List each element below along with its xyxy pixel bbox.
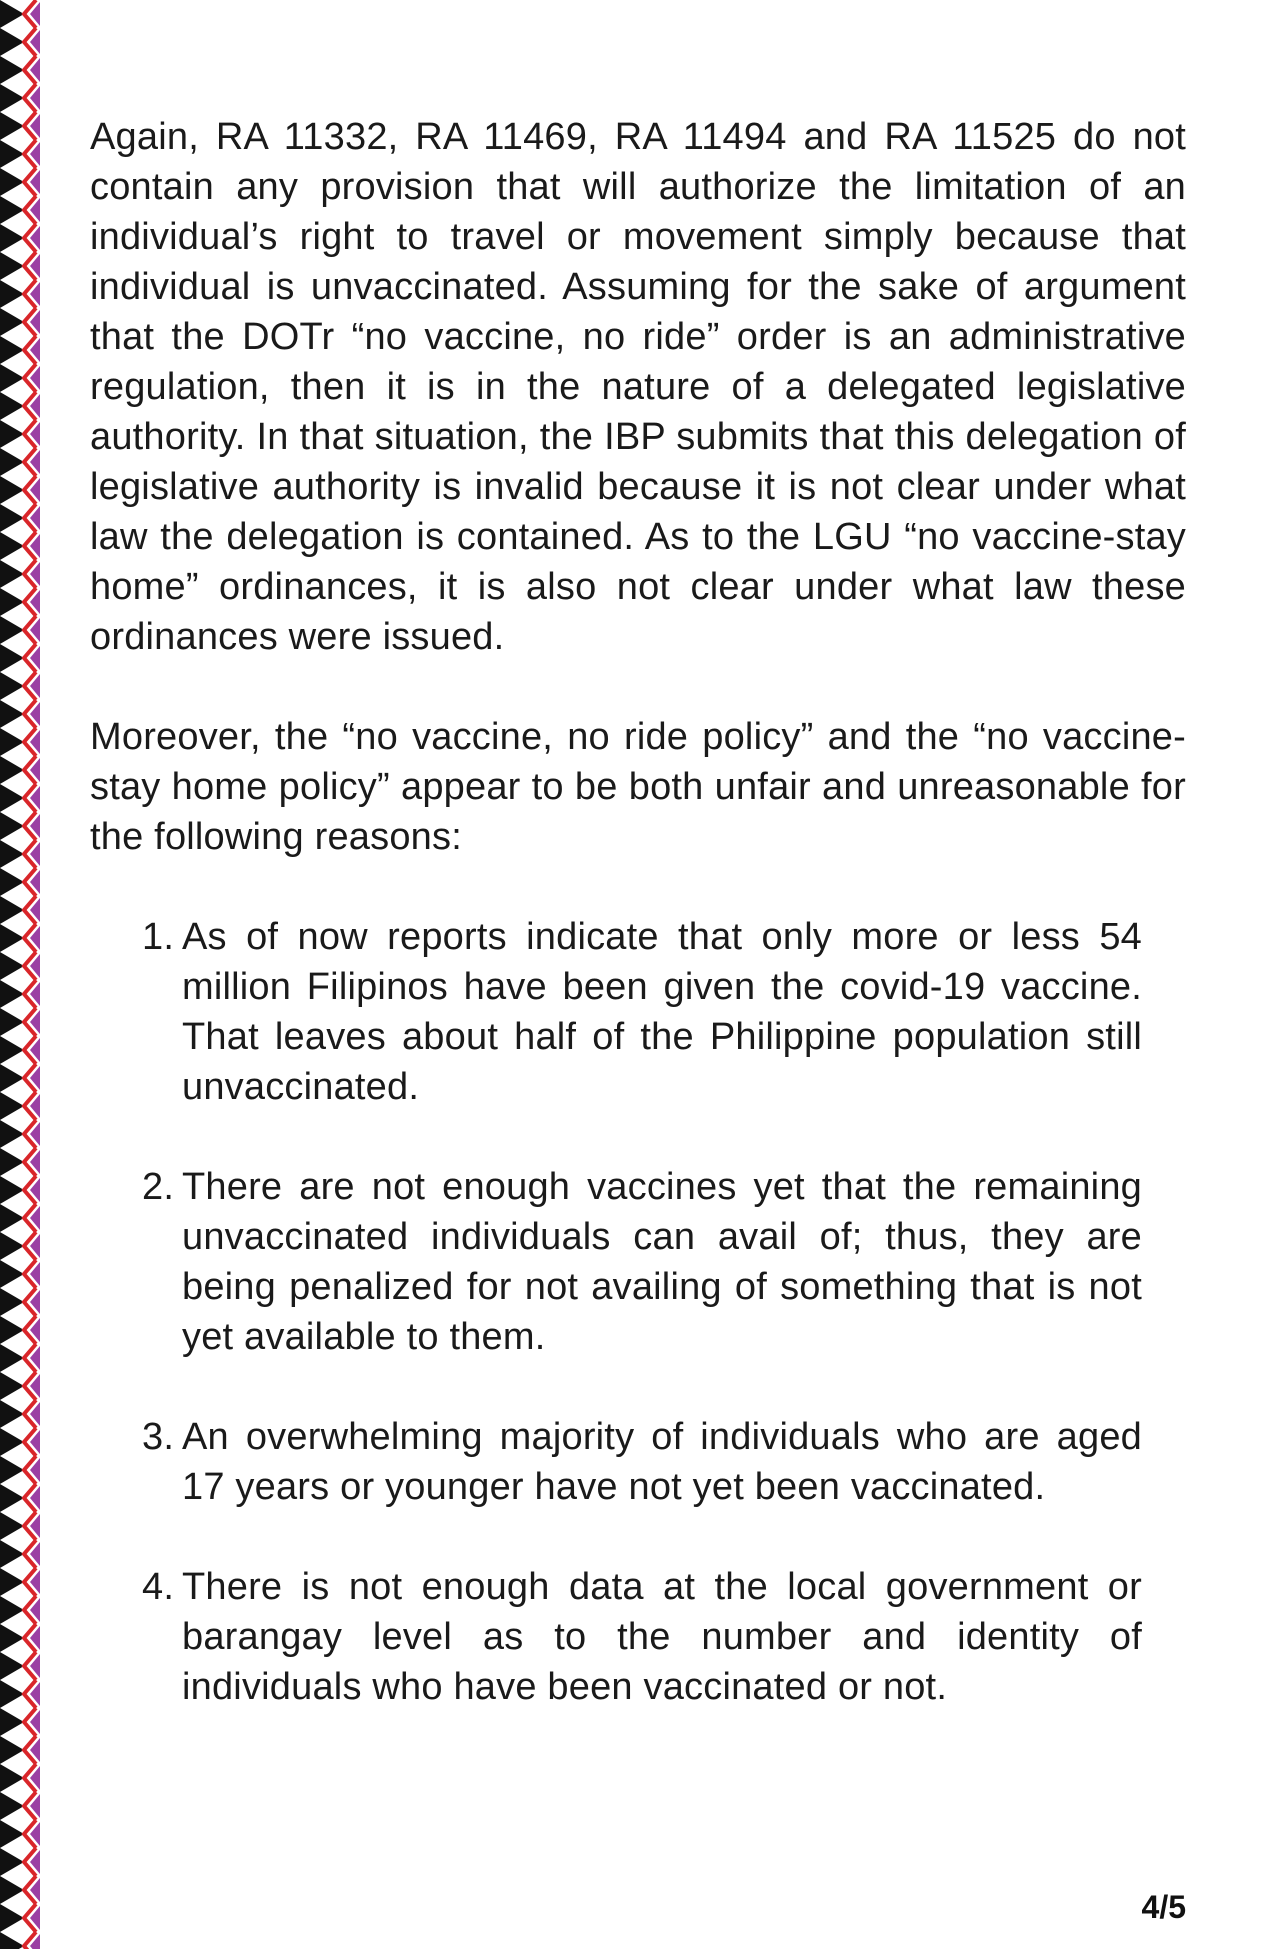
border-chevron-black [0,896,24,924]
border-chevron-black [0,1232,24,1260]
border-chevron-black [0,1204,24,1232]
border-chevron-black [0,672,24,700]
border-chevron-black [0,812,24,840]
border-chevron-black [0,1064,24,1092]
list-item [142,912,1142,1112]
border-chevron-black [0,1008,24,1036]
border-chevron-black [0,1624,24,1652]
list-item [142,1412,1142,1512]
border-chevron-black [0,1148,24,1176]
border-chevron-black [0,644,24,672]
border-chevron-black [0,980,24,1008]
border-chevron-black [0,112,24,140]
border-chevron-black [0,1680,24,1708]
border-chevron-black [0,140,24,168]
border-chevron-black [0,1568,24,1596]
border-chevron-black [0,1036,24,1064]
list-item-text: An overwhelming majority of individuals who are aged 17 years or younger have not yet been vaccinated. [182,1416,1142,1508]
border-chevron-black [0,1652,24,1680]
paragraph-legal-basis: Again, RA 11332, RA 11469, RA 11494 and RA 11525 do not contain any provision that will authorize the limitation of an individual’s right to travel or movement simply because that individual is unvaccinated. Assuming for the sake of argument that the DOTr “no vaccine, no ride” order is an administrative regulation, then it is in the nature of a delegated legislative authority. In that situation, the IBP submits that this delegation of legislative authority is invalid because it is not clear under what law the delegation is contained. As to the LGU “no vaccine-stay home” ordinances, it is also not clear under what law these ordinances were issued. [90,116,1186,658]
paragraph-reasons-intro: Moreover, the “no vaccine, no ride policy” and the “no vaccine-stay home policy” appear to be both unfair and unreasonable for the following reasons: [90,716,1186,858]
border-chevron-black [0,924,24,952]
list-item-text: There is not enough data at the local government or barangay level as to the number and identity of individuals who have been vaccinated or not. [182,1566,1142,1708]
border-chevron-black [0,1344,24,1372]
border-chevron-black [0,1736,24,1764]
border-chevron-black [0,308,24,336]
border-chevron-black [0,1596,24,1624]
border-chevron-black [0,1456,24,1484]
border-chevron-black [0,756,24,784]
border-chevron-black [0,1428,24,1456]
border-chevron-black [0,1540,24,1568]
border-chevron-black [0,196,24,224]
border-chevron-black [0,224,24,252]
border-chevron-black [0,616,24,644]
border-chevron-black [0,868,24,896]
border-chevron-black [0,952,24,980]
border-chevron-black [0,364,24,392]
border-chevron-black [0,504,24,532]
list-item-text: There are not enough vaccines yet that the remaining unvaccinated individuals can avail of; thus, they are being penalized for not availing of something that is not yet available to them. [182,1166,1142,1358]
border-chevron-black [0,392,24,420]
border-chevron-black [0,252,24,280]
border-chevron-black [0,1932,24,1949]
border-chevron-black [0,1260,24,1288]
border-chevron-black [0,448,24,476]
border-chevron-black [0,700,24,728]
border-chevron-black [0,532,24,560]
border-chevron-black [0,56,24,84]
border-chevron-black [0,336,24,364]
list-item [142,1562,1142,1712]
border-chevron-black [0,280,24,308]
border-chevron-black [0,1708,24,1736]
border-chevron-black [0,1820,24,1848]
border-chevron-black [0,420,24,448]
list-item-number: 3. [142,1416,175,1458]
border-chevron-black [0,1512,24,1540]
border-chevron-black [0,1372,24,1400]
border-chevron-black [0,28,24,56]
border-chevron-black [0,1316,24,1344]
border-chevron-black [0,476,24,504]
decorative-zigzag-border [0,0,40,1949]
border-chevron-black [0,1904,24,1932]
border-chevron-black [0,1764,24,1792]
list-item-text: As of now reports indicate that only more or less 54 million Filipinos have been given the covid-19 vaccine. That leaves about half of the Philippine population still unvaccinated. [182,916,1142,1108]
border-chevron-black [0,1400,24,1428]
list-item [142,1162,1142,1362]
border-chevron-black [0,1484,24,1512]
border-chevron-black [0,168,24,196]
list-item-number: 2. [142,1166,175,1208]
border-chevron-black [0,588,24,616]
border-chevron-black [0,0,24,28]
border-chevron-black [0,840,24,868]
border-chevron-black [0,1848,24,1876]
border-chevron-black [0,1792,24,1820]
reasons-list [90,912,1186,1712]
list-item-number: 1. [142,916,175,958]
border-chevron-black [0,784,24,812]
border-chevron-black [0,1288,24,1316]
border-chevron-black [0,1876,24,1904]
document-body [90,112,1186,1762]
border-chevron-black [0,84,24,112]
border-chevron-black [0,1120,24,1148]
list-item-number: 4. [142,1566,175,1608]
border-chevron-black [0,728,24,756]
border-chevron-black [0,560,24,588]
border-chevron-black [0,1092,24,1120]
border-chevron-black [0,1176,24,1204]
page-number: 4/5 [1141,1889,1186,1925]
